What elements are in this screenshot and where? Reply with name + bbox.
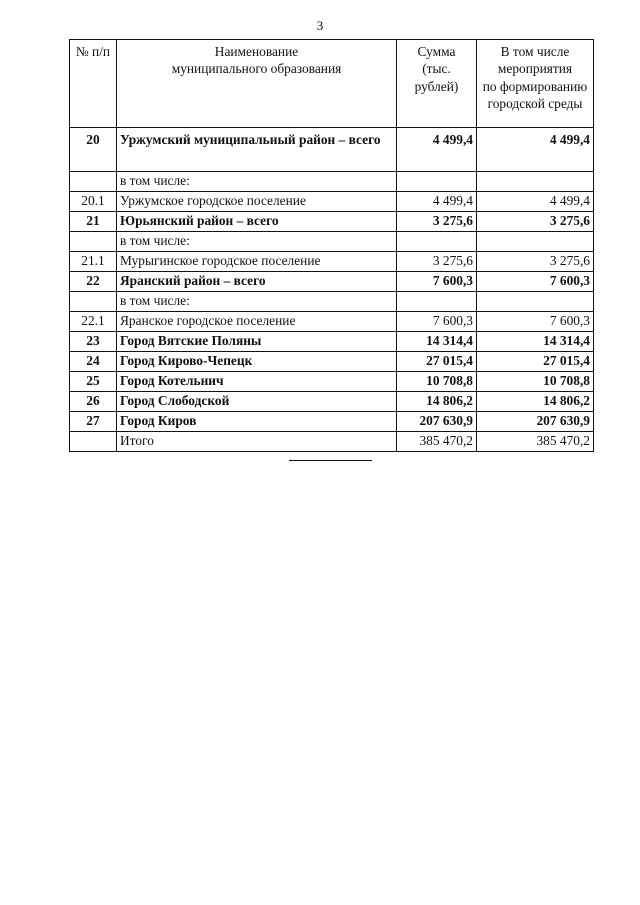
header-including-line1: В том числе	[500, 44, 570, 59]
row-name: Город Киров	[117, 412, 397, 432]
header-sum	[397, 40, 477, 128]
row-sum: 4 499,4	[397, 128, 477, 172]
table-row	[70, 372, 594, 392]
row-name: Город Кирово-Чепецк	[117, 352, 397, 372]
row-number: 20.1	[70, 192, 117, 212]
row-name: Мурыгинское городское поселение	[117, 252, 397, 272]
row-including: 3 275,6	[477, 212, 594, 232]
row-name: в том числе:	[117, 292, 397, 312]
row-name: в том числе:	[117, 172, 397, 192]
row-sum: 207 630,9	[397, 412, 477, 432]
header-sum-line2: (тыс.	[422, 61, 451, 77]
row-including	[477, 172, 594, 192]
row-including: 207 630,9	[477, 412, 594, 432]
header-including-line3: по формированию	[482, 78, 588, 94]
table-row	[70, 292, 594, 312]
row-name: Итого	[117, 432, 397, 452]
row-number: 22	[70, 272, 117, 292]
header-name-line1: Наименование	[214, 44, 299, 59]
table-row	[70, 332, 594, 352]
row-number	[70, 432, 117, 452]
row-sum: 385 470,2	[397, 432, 477, 452]
end-rule	[289, 460, 372, 461]
row-sum: 7 600,3	[397, 272, 477, 292]
row-including: 7 600,3	[477, 312, 594, 332]
row-name: Уржумский муниципальный район – всего	[117, 128, 397, 172]
table-row	[70, 252, 594, 272]
row-name: Уржумское городское поселение	[117, 192, 397, 212]
row-number: 21.1	[70, 252, 117, 272]
row-number: 22.1	[70, 312, 117, 332]
row-number	[70, 172, 117, 192]
row-number: 23	[70, 332, 117, 352]
table-row	[70, 312, 594, 332]
table-row	[70, 352, 594, 372]
row-including: 14 806,2	[477, 392, 594, 412]
row-sum: 3 275,6	[397, 252, 477, 272]
table-row	[70, 192, 594, 212]
row-including: 4 499,4	[477, 128, 594, 172]
row-name: Яранский район – всего	[117, 272, 397, 292]
table-row	[70, 172, 594, 192]
row-sum: 27 015,4	[397, 352, 477, 372]
row-sum	[397, 232, 477, 252]
row-including: 4 499,4	[477, 192, 594, 212]
row-number: 27	[70, 412, 117, 432]
header-including-line2: мероприятия	[497, 61, 573, 77]
table-row	[70, 212, 594, 232]
row-name: Город Слободской	[117, 392, 397, 412]
table-row	[70, 272, 594, 292]
table-row	[70, 412, 594, 432]
row-name: в том числе:	[117, 232, 397, 252]
row-number: 20	[70, 128, 117, 172]
row-including: 14 314,4	[477, 332, 594, 352]
row-number: 24	[70, 352, 117, 372]
row-sum: 14 314,4	[397, 332, 477, 352]
row-name: Город Котельнич	[117, 372, 397, 392]
header-name-line2: муниципального образования	[171, 61, 342, 77]
row-name: Город Вятские Поляны	[117, 332, 397, 352]
row-including: 3 275,6	[477, 252, 594, 272]
row-sum: 7 600,3	[397, 312, 477, 332]
table-row	[70, 232, 594, 252]
row-number: 26	[70, 392, 117, 412]
row-name: Яранское городское поселение	[117, 312, 397, 332]
budget-table	[69, 39, 594, 452]
row-including: 10 708,8	[477, 372, 594, 392]
header-sum-line3: рублей)	[414, 78, 459, 94]
page-number: 3	[316, 18, 324, 33]
header-including	[477, 40, 594, 128]
row-sum	[397, 292, 477, 312]
row-including	[477, 292, 594, 312]
header-name	[117, 40, 397, 128]
row-number	[70, 292, 117, 312]
row-sum	[397, 172, 477, 192]
table-row	[70, 128, 594, 172]
row-sum: 10 708,8	[397, 372, 477, 392]
row-number: 25	[70, 372, 117, 392]
header-number: № п/п	[70, 40, 117, 128]
row-sum: 4 499,4	[397, 192, 477, 212]
table-row	[70, 392, 594, 412]
row-number: 21	[70, 212, 117, 232]
table-row-total	[70, 432, 594, 452]
row-including: 385 470,2	[477, 432, 594, 452]
row-number	[70, 232, 117, 252]
table-header-row	[70, 40, 594, 128]
row-name: Юрьянский район – всего	[117, 212, 397, 232]
header-sum-line1: Сумма	[417, 44, 456, 59]
row-including	[477, 232, 594, 252]
header-including-line4: городской среды	[487, 96, 583, 112]
row-including: 27 015,4	[477, 352, 594, 372]
row-sum: 3 275,6	[397, 212, 477, 232]
row-sum: 14 806,2	[397, 392, 477, 412]
row-including: 7 600,3	[477, 272, 594, 292]
